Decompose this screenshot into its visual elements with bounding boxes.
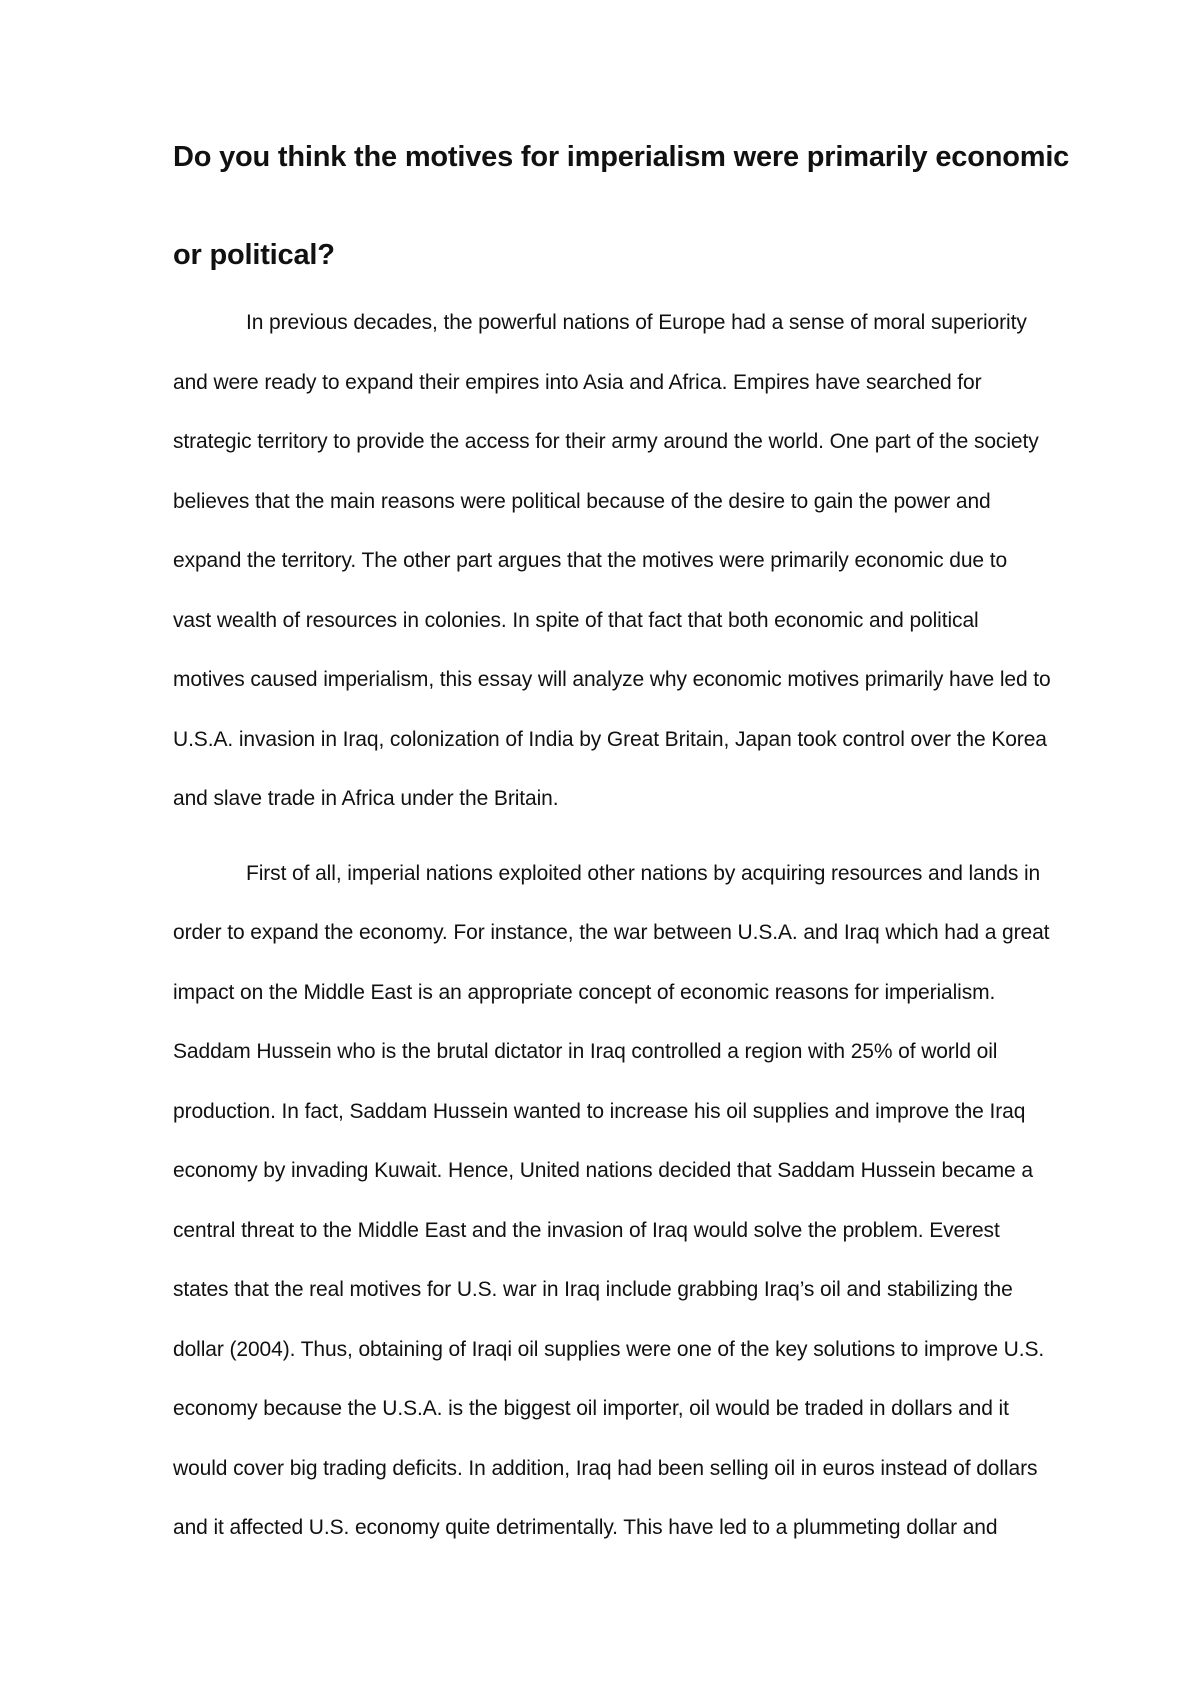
paragraph-2-line: production. In fact, Saddam Hussein wanted to increase his oil supplies and improve the Iraq bbox=[173, 1100, 1026, 1123]
paragraph-2-line: states that the real motives for U.S. war in Iraq include grabbing Iraq’s oil and stabilizing the bbox=[173, 1278, 1013, 1301]
paragraph-1-line: and slave trade in Africa under the Britain. bbox=[173, 787, 559, 810]
paragraph-2-line: economy by invading Kuwait. Hence, United nations decided that Saddam Hussein became a bbox=[173, 1159, 1033, 1182]
paragraph-1-line: believes that the main reasons were political because of the desire to gain the power and bbox=[173, 490, 991, 513]
paragraph-2-line: economy because the U.S.A. is the biggest oil importer, oil would be traded in dollars and it bbox=[173, 1397, 1009, 1420]
paragraph-2-line: Saddam Hussein who is the brutal dictator in Iraq controlled a region with 25% of world oil bbox=[173, 1040, 998, 1063]
paragraph-2-line: dollar (2004). Thus, obtaining of Iraqi oil supplies were one of the key solutions to improve U.S. bbox=[173, 1338, 1045, 1361]
paragraph-1-line: strategic territory to provide the access for their army around the world. One part of the society bbox=[173, 430, 1039, 453]
paragraph-1-line: U.S.A. invasion in Iraq, colonization of India by Great Britain, Japan took control over the Korea bbox=[173, 728, 1047, 751]
paragraph-2-line: would cover big trading deficits. In addition, Iraq had been selling oil in euros instead of dollars bbox=[173, 1457, 1038, 1480]
essay-title: Do you think the motives for imperialism were primarily economic or political? bbox=[173, 141, 1070, 271]
paragraph-2-line: central threat to the Middle East and the invasion of Iraq would solve the problem. Everest bbox=[173, 1219, 1000, 1242]
paragraph-1-line: vast wealth of resources in colonies. In spite of that fact that both economic and political bbox=[173, 609, 979, 632]
paragraph-2-line: order to expand the economy. For instance, the war between U.S.A. and Iraq which had a great bbox=[173, 921, 1050, 944]
paragraph-2-line: First of all, imperial nations exploited other nations by acquiring resources and lands in bbox=[246, 862, 1041, 885]
paragraph-1-line: motives caused imperialism, this essay will analyze why economic motives primarily have led to bbox=[173, 668, 1051, 691]
paragraph-1-line: expand the territory. The other part argues that the motives were primarily economic due to bbox=[173, 549, 1008, 572]
paragraph-2-line: and it affected U.S. economy quite detrimentally. This have led to a plummeting dollar and bbox=[173, 1516, 998, 1539]
paragraph-1-line: In previous decades, the powerful nations of Europe had a sense of moral superiority bbox=[246, 311, 1027, 334]
paragraph-2-line: impact on the Middle East is an appropriate concept of economic reasons for imperialism. bbox=[173, 981, 996, 1004]
paragraph-1-line: and were ready to expand their empires into Asia and Africa. Empires have searched for bbox=[173, 371, 982, 394]
